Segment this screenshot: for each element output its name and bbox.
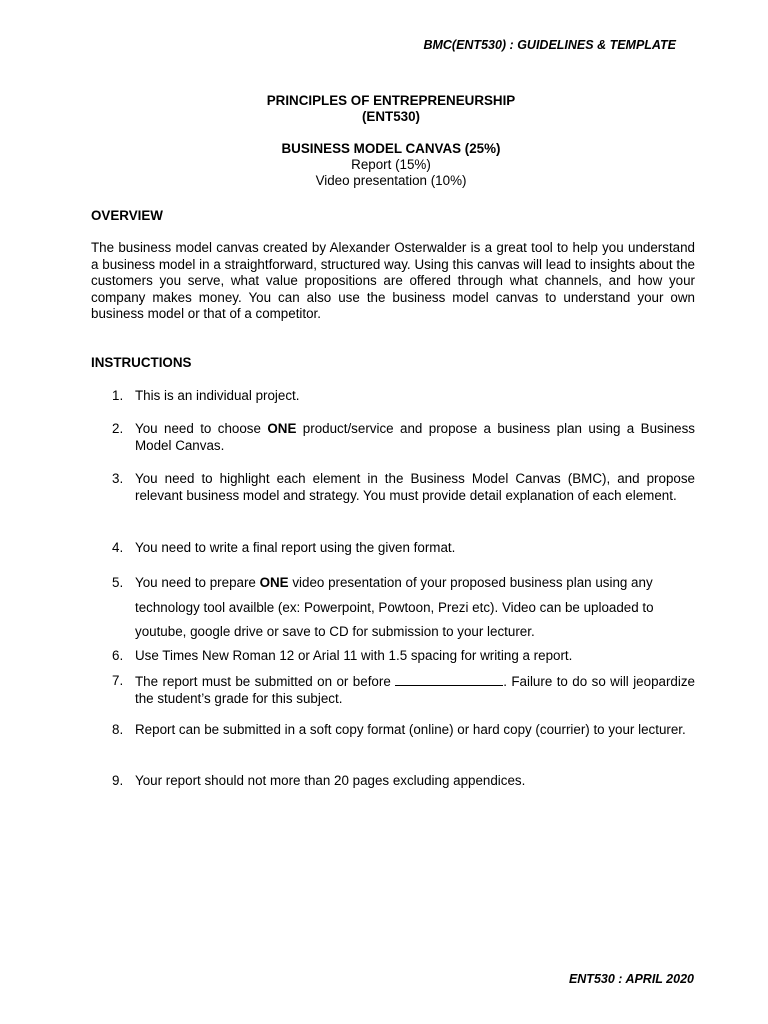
- list-item: [91, 471, 695, 504]
- deadline-blank: [395, 673, 503, 686]
- assignment-title: BUSINESS MODEL CANVAS (25%): [281, 141, 501, 156]
- item-text: The report must be submitted on or before . Failure to do so will jeopardize the student’s grade for this subject.: [135, 674, 695, 706]
- instructions-heading: INSTRUCTIONS: [91, 355, 192, 370]
- item-number: 8.: [112, 722, 124, 737]
- list-item: [91, 722, 695, 739]
- title-block: [0, 93, 768, 189]
- running-footer: ENT530 : APRIL 2020: [568, 972, 694, 986]
- item-number: 9.: [112, 773, 124, 788]
- item-number: 2.: [112, 421, 124, 436]
- course-title: PRINCIPLES OF ENTREPRENEURSHIP: [266, 93, 516, 108]
- video-weight: Video presentation (10%): [315, 173, 467, 188]
- item-number: 1.: [112, 388, 124, 403]
- item-number: 4.: [112, 540, 124, 555]
- item-text: Use Times New Roman 12 or Arial 11 with 1.5 spacing for writing a report.: [135, 648, 573, 663]
- course-code: (ENT530): [361, 109, 421, 124]
- list-item: [91, 673, 695, 707]
- item-number: 3.: [112, 471, 124, 486]
- item-text: You need to write a final report using the given format.: [135, 540, 456, 555]
- item-text: You need to choose ONE product/service and propose a business plan using a Business Model Canvas.: [135, 421, 695, 453]
- emphasis: ONE: [259, 575, 289, 590]
- list-item: [91, 388, 695, 405]
- running-header: BMC(ENT530) : GUIDELINES & TEMPLATE: [423, 38, 676, 52]
- list-item: [91, 540, 695, 557]
- list-item: [91, 648, 695, 665]
- item-text: You need to prepare ONE video presentation of your proposed business plan using any technology tool availble (ex: Powerpoint, Powtoon, Prezi etc). Video can be uploaded to youtube, google drive or save to CD for submission to your lecturer.: [135, 575, 654, 639]
- list-item: [91, 773, 695, 790]
- report-weight: Report (15%): [351, 157, 431, 172]
- item-number: 6.: [112, 648, 124, 663]
- item-text: This is an individual project.: [135, 388, 300, 403]
- item-text: You need to highlight each element in the Business Model Canvas (BMC), and propose relevant business model and strategy. You must provide detail explanation of each element.: [135, 471, 695, 503]
- item-number: 7.: [112, 673, 124, 688]
- emphasis: ONE: [267, 421, 297, 436]
- item-text: Report can be submitted in a soft copy format (online) or hard copy (courrier) to your lecturer.: [135, 722, 686, 737]
- list-item: [91, 421, 695, 454]
- overview-paragraph: The business model canvas created by Alexander Osterwalder is a great tool to help you understand a business model in a straightforward, structured way. Using this canvas will lead to insights about the customers you serve, what value propositions are offered through what channels, and how your company makes money. You can also use the business model canvas to understand your own business model or that of a competitor.: [91, 240, 695, 321]
- item-text: Your report should not more than 20 pages excluding appendices.: [135, 773, 526, 788]
- list-item: [91, 575, 695, 645]
- overview-heading: OVERVIEW: [91, 208, 163, 223]
- item-number: 5.: [112, 575, 124, 590]
